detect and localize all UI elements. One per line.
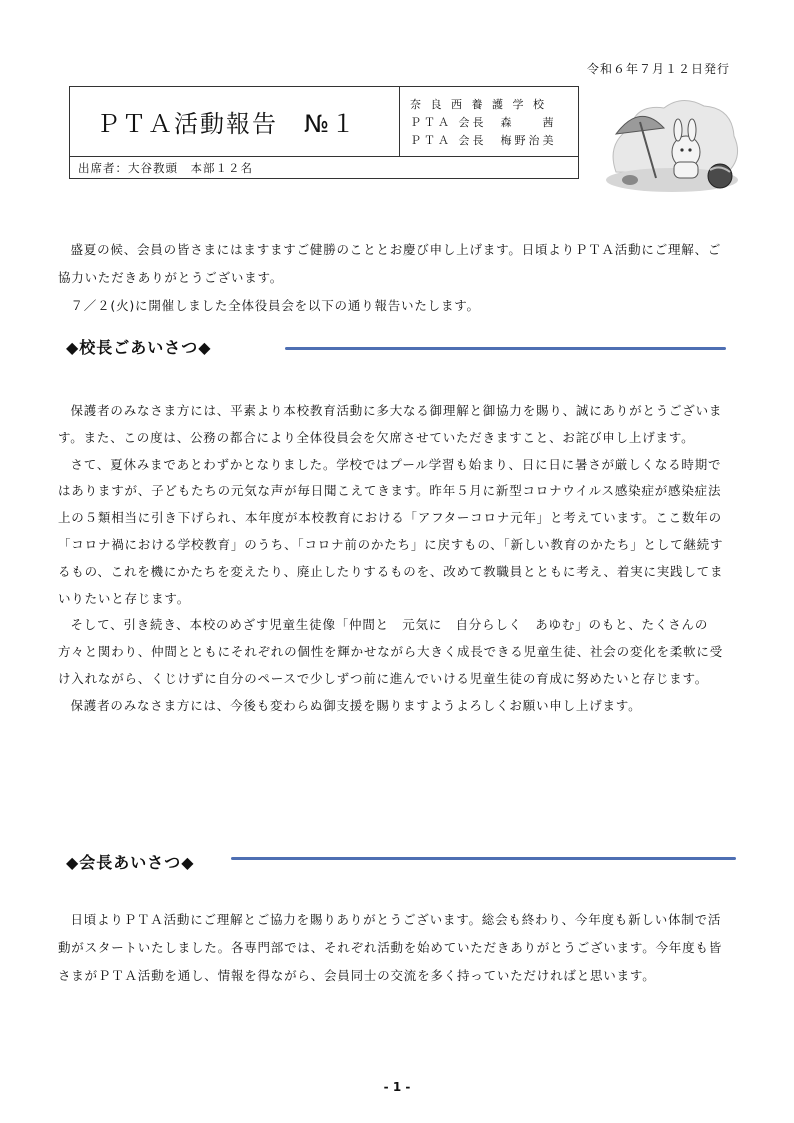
school-name: 奈 良 西 養 護 学 校 xyxy=(410,98,547,111)
attendance: 出席者：大谷教頭 本部１２名 xyxy=(70,156,578,179)
pta-chair-2: ＰＴＡ 会長 梅野治美 xyxy=(410,134,557,147)
principal-paragraph-4: 保護者のみなさま方には、今後も変わらぬ御支援を賜りますようよろしくお願い申し上げます。 xyxy=(70,697,642,713)
president-heading: ◆会長あいさつ◆ xyxy=(66,853,195,872)
principal-heading: ◆校長ごあいさつ◆ xyxy=(66,338,212,357)
pta-chair-1: ＰＴＡ 会長 森 茜 xyxy=(410,116,557,129)
issue-date: 令和６年７月１２日発行 xyxy=(586,62,730,76)
president-message xyxy=(58,906,732,990)
intro-text xyxy=(58,236,732,320)
principal-paragraph-1: 保護者のみなさま方には、平素より本校教育活動に多大なる御理解と御協力を賜り、誠にありがとうございます。また、この度は、公務の都合により全体役員会を欠席させていただきますこと、お詫び申し上げます。 xyxy=(58,403,723,445)
president-heading-rule xyxy=(231,857,736,860)
page-number: - 1 - xyxy=(383,1080,411,1094)
principal-paragraph-2: さて、夏休みまであとわずかとなりました。学校ではプール学習も始まり、日に日に暑さが厳しくなる時期ではありますが、子どもたちの元気な声が毎日聞こえてきます。昨年５月に新型コロナウイルス感染症が感染症法上の５類相当に引き下げられ、本年度が本校教育における「アフターコロナ元年」と考えています。ここ数年の「コロナ禍における学校教育」のうち、「コロナ前のかたち」に戻すもの、「新しい教育のかたち」として継続するもの、これを機にかたちを変えたり、廃止したりするものを、改めて教職員とともに考え、着実に実践してまいりたいと存じます。 xyxy=(58,456,724,606)
intro-paragraph-1: 盛夏の候、会員の皆さまにはますますご健勝のこととお慶び申し上げます。日頃よりＰＴＡ活動にご理解、ご協力いただきありがとうございます。 xyxy=(58,242,722,285)
principal-paragraph-3: そして、引き続き、本校のめざす児童生徒像「仲間と 元気に 自分らしく あゆむ」のもと、たくさんの方々と関わり、仲間とともにそれぞれの個性を輝かせながら大きく成長できる児童生徒、社会の変化を柔軟に受け入れながら、くじけずに自分のペースで少しずつ前に進んでいける児童生徒の育成に努めたいと存じます。 xyxy=(58,617,724,686)
principal-message xyxy=(58,398,732,720)
header-box xyxy=(69,86,579,179)
summer-beach-illustration xyxy=(602,94,742,194)
header-info xyxy=(410,96,557,150)
president-paragraph-1: 日頃よりＰＴＡ活動にご理解とご協力を賜りありがとうございます。総会も終わり、今年度も新しい体制で活動がスタートいたしました。各専門部では、それぞれ活動を始めていただきありがとうございます。今年度も皆さまがＰＴＡ活動を通し、情報を得ながら、会員同士の交流を多く持っていただければと思います。 xyxy=(58,912,723,983)
report-title: ＰＴＡ活動報告 №１ xyxy=(70,87,400,156)
intro-paragraph-2: ７／２(火)に開催しました全体役員会を以下の通り報告いたします。 xyxy=(70,298,480,313)
principal-heading-rule xyxy=(285,347,726,350)
